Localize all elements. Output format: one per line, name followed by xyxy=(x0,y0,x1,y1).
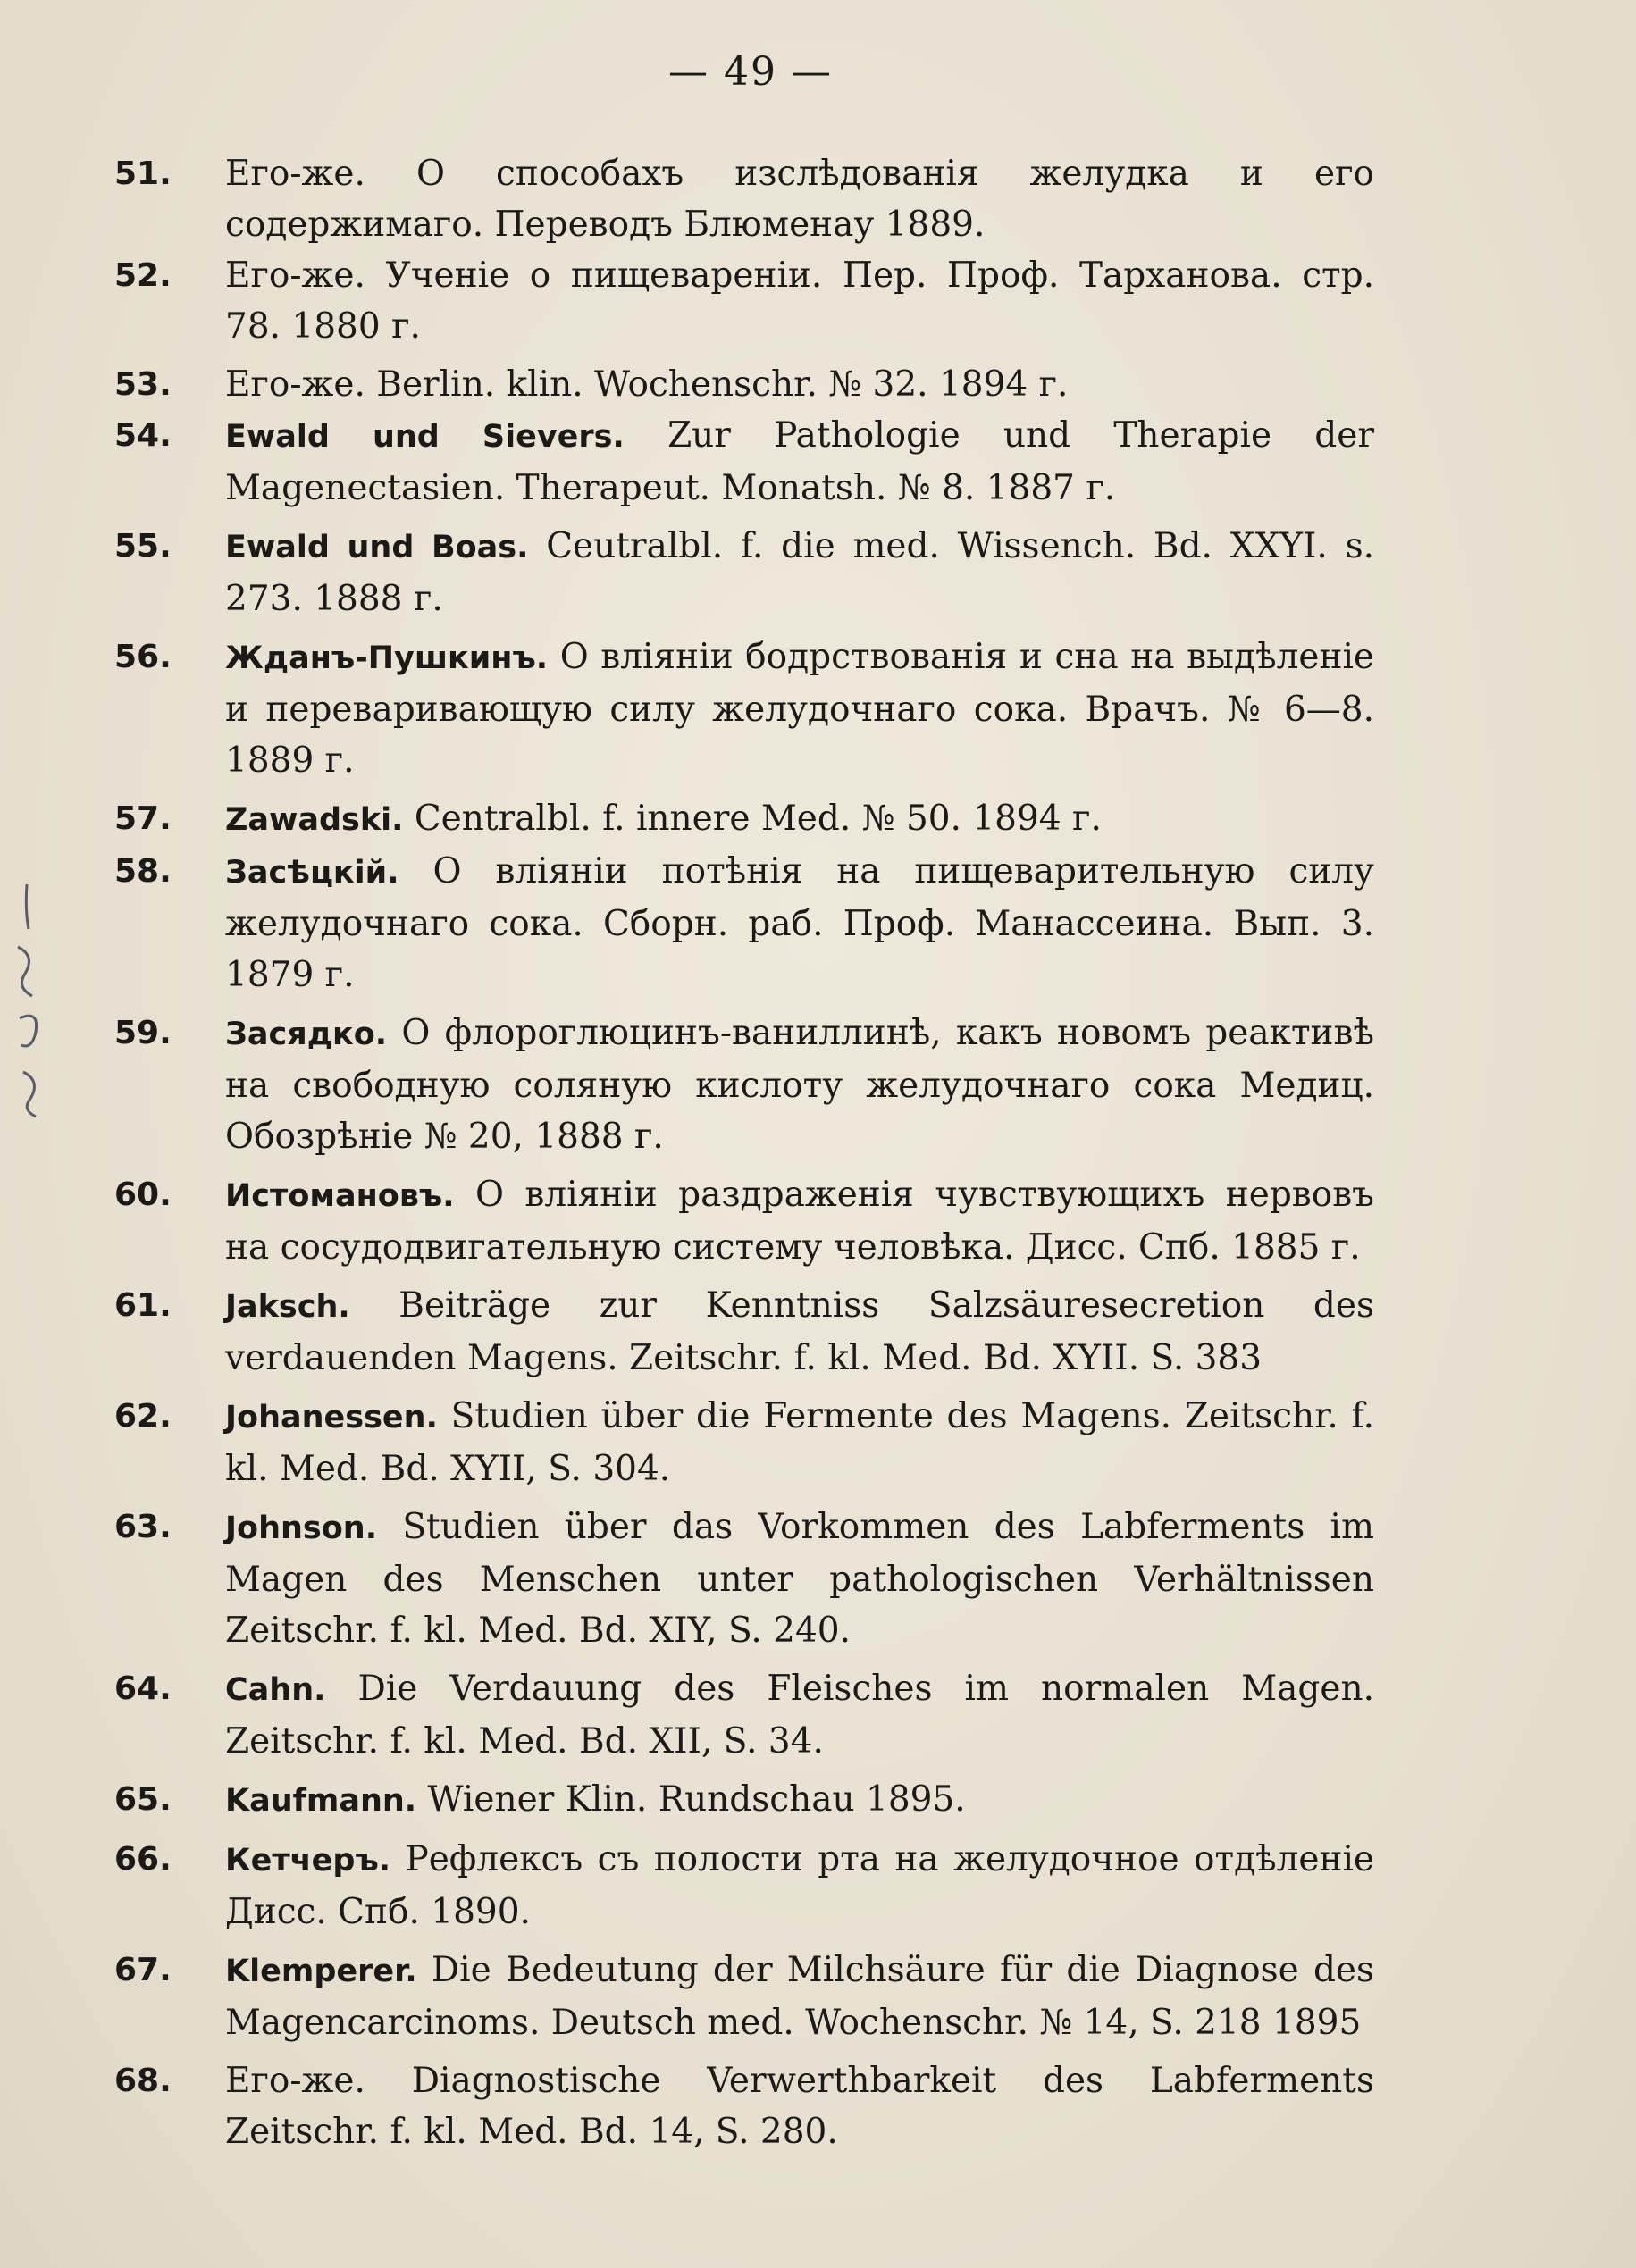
reference-number: 60. xyxy=(114,1176,172,1213)
reference-item xyxy=(114,846,1374,1000)
reference-item xyxy=(114,148,1374,250)
reference-item xyxy=(114,521,1374,624)
reference-text: Его-же. Berlin. klin. Wochenschr. № 32. 1894 г. xyxy=(225,364,1069,405)
reference-number: 65. xyxy=(114,1781,172,1818)
reference-number: 68. xyxy=(114,2063,172,2099)
reference-author: Жданъ-Пушкинъ. xyxy=(225,640,549,676)
reference-text: Die Verdauung des Fleisches im normalen Magen. Zeitschr. f. kl. Med. Bd. XII, S. 34. xyxy=(225,1669,1374,1762)
reference-text: Его-же. О способахъ изслѣдованія желудка и его содержимаго. Переводъ Блюменау 1889. xyxy=(225,154,1374,245)
handwritten-margin-mark-icon xyxy=(0,875,63,1143)
reference-number: 51. xyxy=(114,155,172,192)
reference-author: Cahn. xyxy=(225,1672,326,1708)
reference-author: Истомановъ. xyxy=(225,1178,455,1214)
reference-number: 64. xyxy=(114,1670,172,1707)
reference-author: Засѣцкій. xyxy=(225,855,399,891)
reference-item xyxy=(114,1774,1374,1827)
page-number: — 49 — xyxy=(668,49,833,95)
reference-number: 66. xyxy=(114,1841,172,1878)
reference-text: О флороглюцинъ-ваниллинѣ, какъ новомъ реактивѣ на свободную соляную кислоту желудочнаго сока Медиц. Обозрѣніе № 20, 1888 г. xyxy=(225,1013,1374,1157)
reference-item xyxy=(114,632,1374,786)
reference-number: 61. xyxy=(114,1287,172,1324)
reference-number: 53. xyxy=(114,366,172,403)
reference-item xyxy=(114,1391,1374,1494)
reference-author: Jaksch. xyxy=(225,1289,350,1325)
reference-author: Кетчеръ. xyxy=(225,1843,391,1879)
reference-text: Centralbl. f. innere Med. № 50. 1894 г. xyxy=(414,799,1102,839)
reference-number: 52. xyxy=(114,257,172,294)
reference-text: Ceutralbl. f. die med. Wissench. Bd. XXYI. s. 273. 1888 г. xyxy=(225,526,1374,619)
reference-number: 54. xyxy=(114,417,172,454)
reference-author: Johanessen. xyxy=(225,1400,438,1435)
reference-text: Его-же. Ученіе о пищевареніи. Пер. Проф. Тарханова. стр. 78. 1880 г. xyxy=(225,255,1374,347)
reference-text: Die Bedeutung der Milchsäure für die Diagnose des Magencarcinoms. Deutsch med. Wochenschr. № 14, S. 218 1895 xyxy=(225,1950,1375,2043)
reference-text: О вліяніи раздраженія чувствующихъ нервовъ на сосудодвигательную систему человѣка. Дисс. Спб. 1885 г. xyxy=(225,1175,1374,1268)
reference-author: Klemperer. xyxy=(225,1954,417,1989)
reference-text: Его-же. Diagnostische Verwerthbarkeit des Labferments Zeitschr. f. kl. Med. Bd. 14, S. 280. xyxy=(225,2061,1374,2152)
reference-number: 62. xyxy=(114,1398,172,1435)
reference-author: Johnson. xyxy=(225,1511,377,1546)
reference-item xyxy=(114,410,1374,514)
reference-number: 55. xyxy=(114,528,172,565)
reference-text: Рефлексъ съ полости рта на желудочное отдѣленіе Дисс. Спб. 1890. xyxy=(225,1839,1374,1932)
reference-item xyxy=(114,359,1374,410)
reference-item xyxy=(114,250,1374,352)
reference-item xyxy=(114,1169,1374,1273)
reference-item xyxy=(114,1280,1374,1384)
reference-author: Засядко. xyxy=(225,1017,388,1052)
reference-text: О вліяніи потѣнія на пищеварительную силу желудочнаго сока. Сборн. раб. Проф. Манассеина. Вып. 3. 1879 г. xyxy=(225,851,1374,995)
reference-number: 57. xyxy=(114,800,172,837)
reference-item xyxy=(114,1834,1374,1937)
reference-item xyxy=(114,1008,1374,1162)
reference-author: Ewald und Sievers. xyxy=(225,419,625,455)
reference-number: 63. xyxy=(114,1509,172,1545)
reference-text: Wiener Klin. Rundschau 1895. xyxy=(427,1779,966,1820)
reference-author: Zawadski. xyxy=(225,802,404,838)
reference-item xyxy=(114,1663,1374,1767)
reference-text: Studien über die Fermente des Magens. Zeitschr. f. kl. Med. Bd. XYII, S. 304. xyxy=(225,1396,1374,1489)
reference-item xyxy=(114,1945,1374,2048)
reference-item xyxy=(114,1502,1374,1656)
reference-number: 67. xyxy=(114,1952,172,1988)
reference-text: Studien über das Vorkommen des Labferments im Magen des Menschen unter pathologischen Verhältnissen Zeitschr. f. kl. Med. Bd. XIY, S. 240. xyxy=(225,1507,1374,1651)
reference-author: Ewald und Boas. xyxy=(225,530,529,565)
reference-number: 58. xyxy=(114,853,172,890)
reference-number: 56. xyxy=(114,639,172,675)
reference-number: 59. xyxy=(114,1015,172,1051)
reference-text: О вліяніи бодрствованія и сна на выдѣленіе и переваривающую силу желудочнаго сока. Врачъ. № 6—8. 1889 г. xyxy=(225,637,1374,781)
reference-item xyxy=(114,2055,1374,2157)
reference-list xyxy=(114,148,1374,2157)
reference-text: Beiträge zur Kenntniss Salzsäuresecretion des verdauenden Magens. Zeitschr. f. kl. Med. Bd. XYII. S. 383 xyxy=(225,1285,1374,1378)
reference-text: Zur Pathologie und Therapie der Magenectasien. Therapeut. Monatsh. № 8. 1887 г. xyxy=(225,415,1374,508)
reference-item xyxy=(114,793,1374,846)
reference-author: Kaufmann. xyxy=(225,1783,417,1819)
